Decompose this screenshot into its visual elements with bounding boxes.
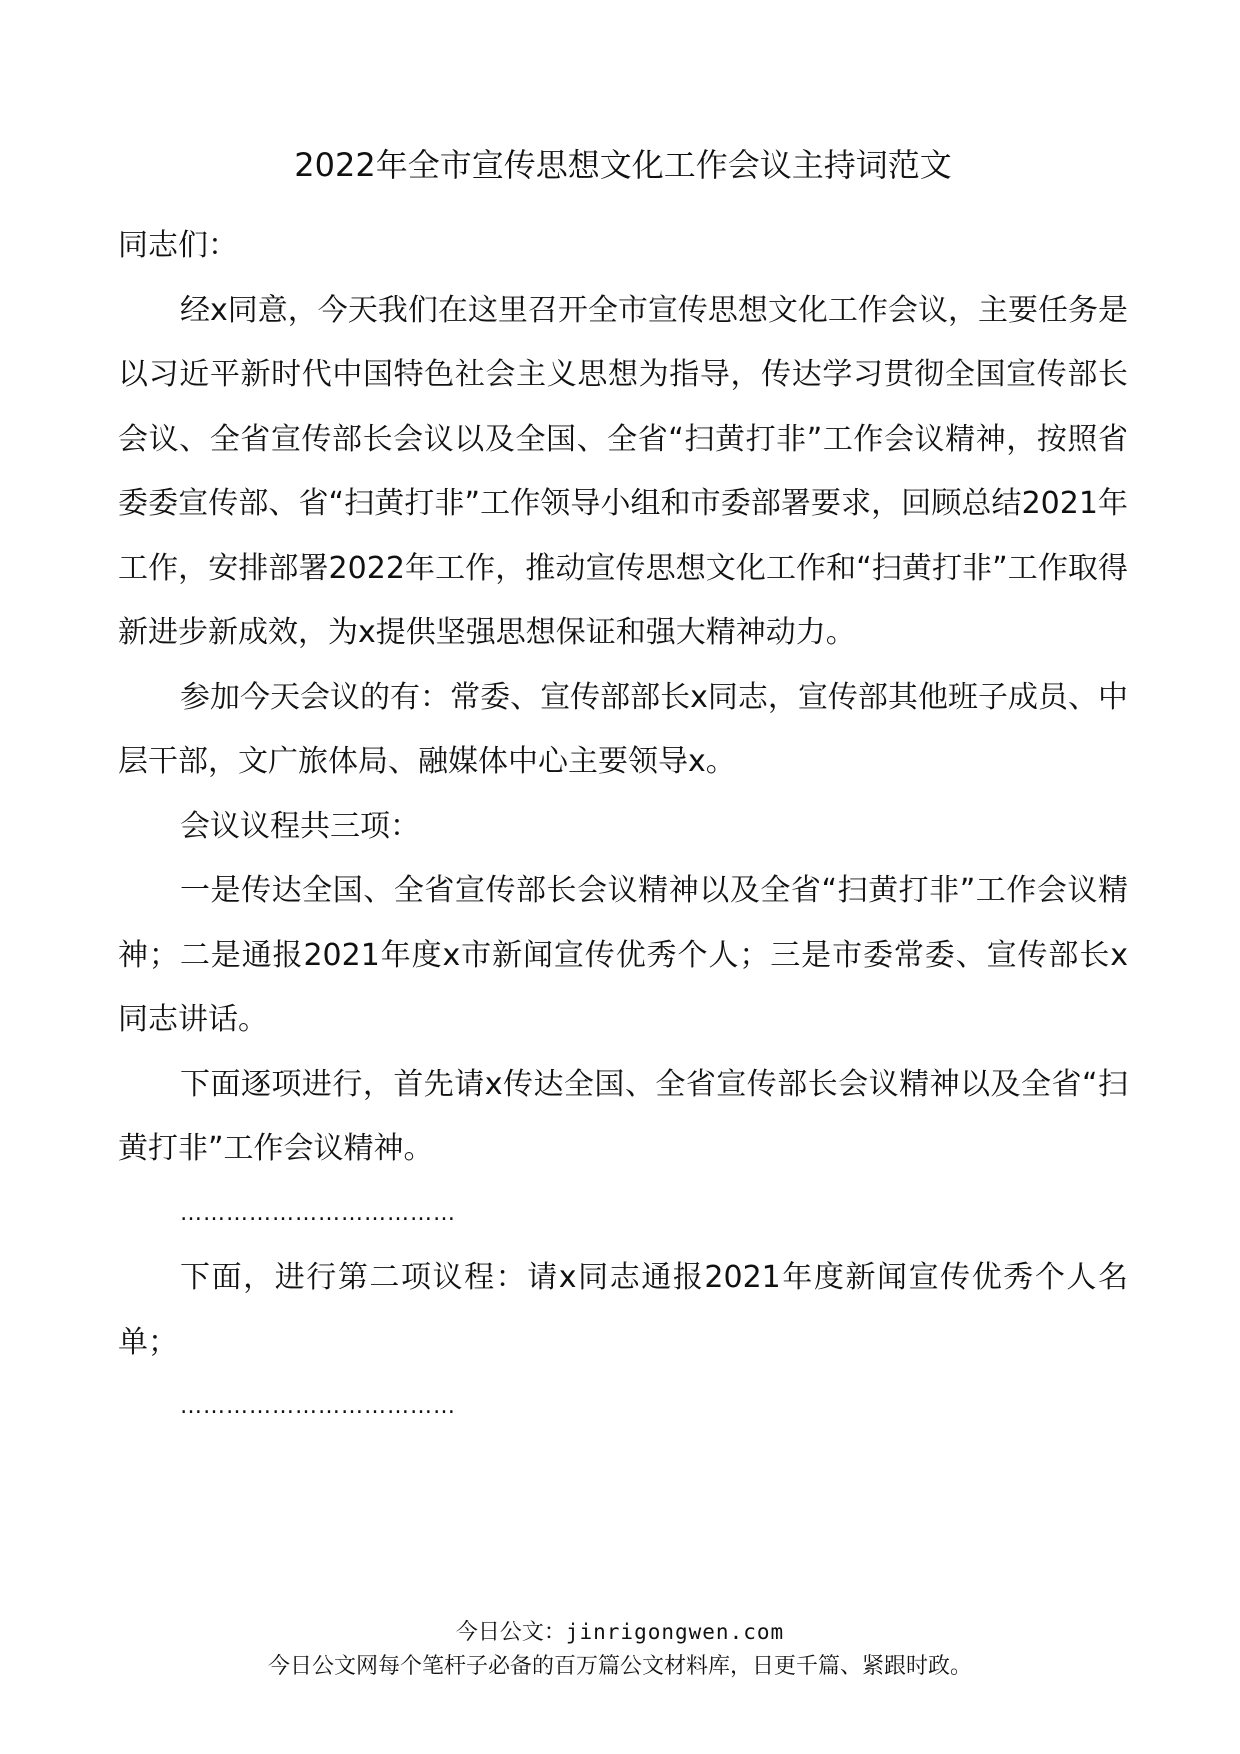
salutation: 同志们： [118,228,238,263]
ellipsis-divider: ……………………………… [180,1200,456,1226]
footer [0,1615,1240,1684]
footer-slogan: 今日公文网每个笔杆子必备的百万篇公文材料库，日更千篇、紧跟时政。 [267,1654,972,1679]
footer-site-link[interactable]: jinrigongwen.com [565,1620,785,1644]
ellipsis-divider: ……………………………… [180,1394,456,1419]
paragraph-agenda-items: 一是传达全国、全省宣传部长会议精神以及全省“扫黄打非”工作会议精神；二是通报2021年度x市新闻宣传优秀个人；三是市委常委、宣传部长x同志讲话。 [118,873,1128,1037]
paragraph-attendees: 参加今天会议的有：常委、宣传部部长x同志，宣传部其他班子成员、中层干部，文广旅体局、融媒体中心主要领导x。 [118,679,1128,779]
document-title: 2022年全市宣传思想文化工作会议主持词范文 [294,146,952,184]
footer-source [0,1615,1240,1650]
footer-label: 今日公文： [455,1620,566,1645]
document-body [118,214,1128,1440]
paragraph-first-item: 下面逐项进行，首先请x传达全国、全省宣传部长会议精神以及全省“扫黄打非”工作会议精神。 [118,1066,1128,1166]
paragraph-intro: 经x同意，今天我们在这里召开全市宣传思想文化工作会议，主要任务是以习近平新时代中国特色社会主义思想为指导，传达学习贯彻全国宣传部长会议、全省宣传部长会议以及全国、全省“扫黄打非”工作会议精神，按照省委委宣传部、省“扫黄打非”工作领导小组和市委部署要求，回顾总结2021年工作，安排部署2022年工作，推动宣传思想文化工作和“扫黄打非”工作取得新进步新成效，为x提供坚强思想保证和强大精神动力。 [118,292,1128,650]
paragraph-agenda-heading: 会议议程共三项： [180,808,420,844]
paragraph-second-item: 下面，进行第二项议程：请x同志通报2021年度新闻宣传优秀个人名单； [118,1260,1128,1360]
